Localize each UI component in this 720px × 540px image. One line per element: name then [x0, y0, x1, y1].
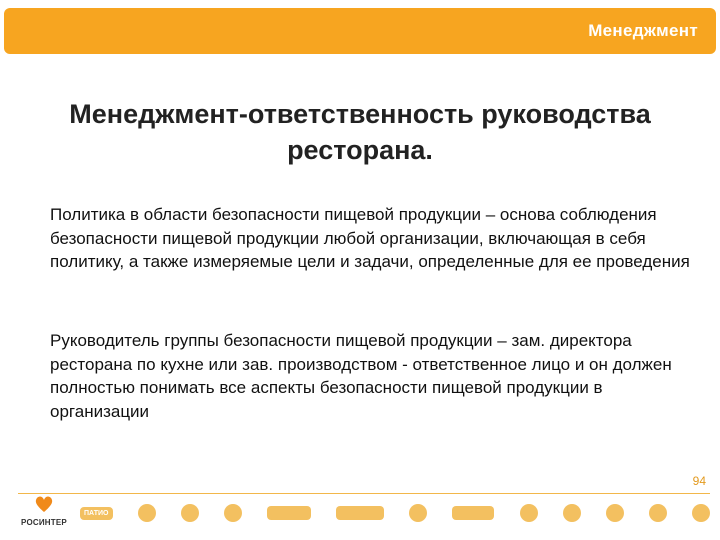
- brand-emblem-icon: [649, 504, 667, 522]
- brand-logo: [649, 502, 667, 524]
- section-title: Менеджмент: [588, 21, 698, 40]
- brand-emblem-icon: [181, 504, 199, 522]
- brand-logo-strip: [80, 500, 710, 526]
- brand-logo: [606, 502, 624, 524]
- brand-emblem-icon: [520, 504, 538, 522]
- page-number: 94: [692, 474, 706, 488]
- brand-logo: [452, 502, 494, 524]
- brand-plate-icon: [267, 506, 311, 520]
- brand-logo: [409, 502, 427, 524]
- header-bar: [4, 8, 716, 54]
- brand-label: ПАТИО: [80, 507, 113, 520]
- brand-logo: [80, 502, 113, 524]
- brand-logo: [267, 502, 311, 524]
- policy-paragraph: Политика в области безопасности пищевой продукции – основа соблюдения безопасности пищевой продукции любой организации, включающая в себя политику, а также измеряемые цели и задачи, определенные для ее проведения: [50, 205, 690, 271]
- heart-icon: [34, 494, 54, 514]
- brand-emblem-icon: [692, 504, 710, 522]
- footer-divider: [18, 493, 710, 494]
- brand-emblem-icon: [563, 504, 581, 522]
- brand-logo: [336, 502, 384, 524]
- brand-logo: [138, 502, 156, 524]
- brand-logo: [520, 502, 538, 524]
- rosinter-logo: [18, 494, 70, 538]
- brand-emblem-icon: [224, 504, 242, 522]
- brand-logo: [224, 502, 242, 524]
- brand-logo: [563, 502, 581, 524]
- logo-text: РОСИНТЕР: [21, 518, 67, 527]
- brand-emblem-icon: [138, 504, 156, 522]
- brand-emblem-icon: [409, 504, 427, 522]
- brand-logo: [181, 502, 199, 524]
- slide-title: Менеджмент-ответственность руководства ресторана.: [69, 99, 651, 165]
- brand-emblem-icon: [606, 504, 624, 522]
- brand-plate-icon: [336, 506, 384, 520]
- brand-plate-icon: [452, 506, 494, 520]
- brand-logo: [692, 502, 710, 524]
- manager-paragraph: Руководитель группы безопасности пищевой продукции – зам. директора ресторана по кухне или зав. производством - ответственное лицо и он должен полностью понимать все аспекты безопасности пищевой продукции в организации: [50, 331, 672, 421]
